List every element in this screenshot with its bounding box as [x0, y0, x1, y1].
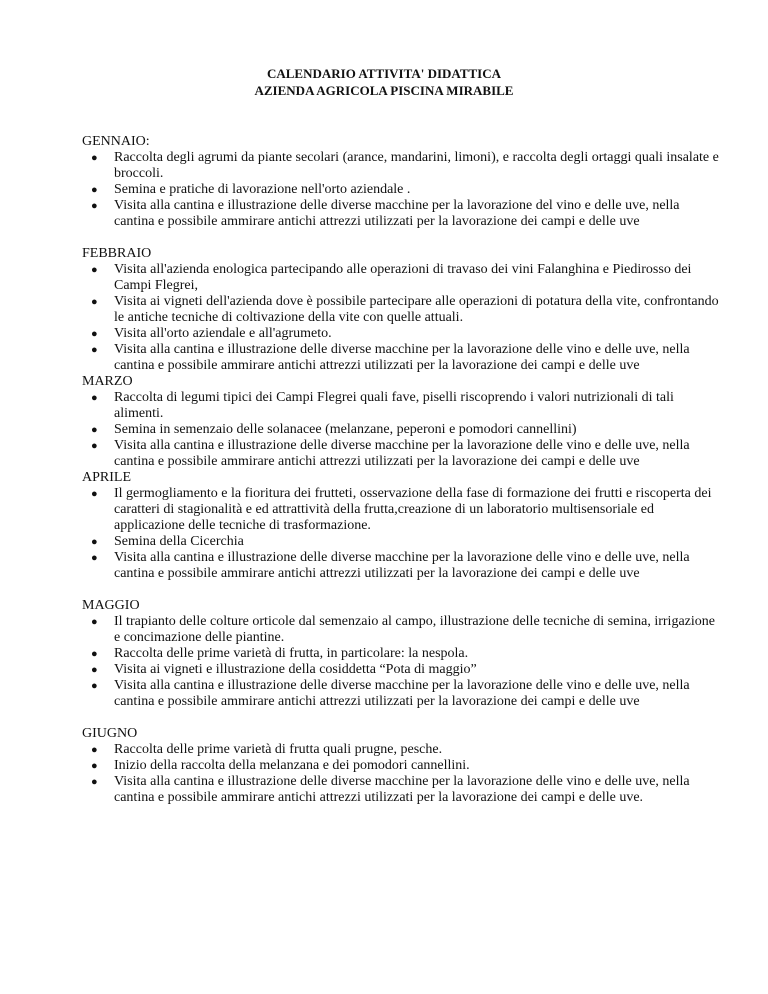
bullet-icon: ●: [91, 616, 98, 628]
bullet-icon: ●: [91, 744, 98, 756]
month-label: GENNAIO:: [82, 134, 150, 149]
month-marzo: [82, 374, 722, 470]
month-label: MAGGIO: [82, 598, 140, 613]
list-item: ● Visita ai vigneti e illustrazione della cosiddetta “Pota di maggio”: [91, 662, 477, 677]
month-aprile: [82, 470, 722, 582]
bullet-icon: ●: [91, 344, 98, 356]
month-label: APRILE: [82, 470, 131, 485]
month-label: MARZO: [82, 374, 133, 389]
list-item: ● Semina della Cicerchia: [91, 534, 244, 549]
list-item: ● Visita alla cantina e illustrazione delle diverse macchine per la lavorazione delle vino e delle uve, nella cantina e possibile ammirare antichi attrezzi utilizzati per la lavorazione dei campi e delle uve.: [91, 774, 690, 805]
bullet-icon: ●: [91, 760, 98, 772]
list-item: ● Inizio della raccolta della melanzana e dei pomodori cannellini.: [91, 758, 470, 773]
bullet-icon: ●: [91, 184, 98, 196]
list-item: ● Visita alla cantina e illustrazione delle diverse macchine per la lavorazione delle vino e delle uve, nella cantina e possibile ammirare antichi attrezzi utilizzati per la lavorazione dei campi e delle uve: [91, 438, 690, 469]
month-gennaio: [82, 134, 722, 230]
list-item: ● Visita all'azienda enologica partecipando alle operazioni di travaso dei vini Falanghina e Piedirosso dei Campi Flegrei,: [91, 262, 692, 293]
bullet-icon: ●: [91, 648, 98, 660]
list-item: ● Raccolta delle prime varietà di frutta, in particolare: la nespola.: [91, 646, 469, 661]
month-label: FEBBRAIO: [82, 246, 152, 261]
list-item: ● Visita alla cantina e illustrazione delle diverse macchine per la lavorazione delle vino e delle uve, nella cantina e possibile ammirare antichi attrezzi utilizzati per la lavorazione dei campi e delle uve: [91, 678, 690, 709]
bullet-icon: ●: [91, 392, 98, 404]
bullet-icon: ●: [91, 264, 98, 276]
month-label: GIUGNO: [82, 726, 138, 741]
list-item: ● Il trapianto delle colture orticole dal semenzaio al campo, illustrazione delle tecniche di semina, irrigazione e concimazione delle piantine.: [91, 614, 715, 645]
activity-list: [82, 742, 722, 806]
bullet-icon: ●: [91, 200, 98, 212]
list-item: ● Il germogliamento e la fioritura dei frutteti, osservazione della fase di formazione dei frutti e riscoperta dei caratteri di stagionalità e ed attrattività della frutta,creazione di un laboratorio multisensoriale ed applicazione delle tecniche di trasformazione.: [91, 486, 712, 533]
bullet-icon: ●: [91, 328, 98, 340]
list-item: ● Raccolta degli agrumi da piante secolari (arance, mandarini, limoni), e raccolta degli ortaggi quali insalate e broccoli.: [91, 150, 719, 181]
list-item: ● Semina e pratiche di lavorazione nell'orto aziendale .: [91, 182, 411, 197]
bullet-icon: ●: [91, 536, 98, 548]
month-maggio: [82, 598, 722, 710]
bullet-icon: ●: [91, 152, 98, 164]
bullet-icon: ●: [91, 552, 98, 564]
document-title: [0, 65, 768, 99]
bullet-icon: ●: [91, 664, 98, 676]
bullet-icon: ●: [91, 776, 98, 788]
list-item: ● Raccolta delle prime varietà di frutta quali prugne, pesche.: [91, 742, 443, 757]
title-line-2: AZIENDA AGRICOLA PISCINA MIRABILE: [254, 83, 514, 98]
list-item: ● Visita alla cantina e illustrazione delle diverse macchine per la lavorazione delle vino e delle uve, nella cantina e possibile ammirare antichi attrezzi utilizzati per la lavorazione dei campi e delle uve: [91, 550, 690, 581]
activity-list: [82, 390, 722, 470]
bullet-icon: ●: [91, 296, 98, 308]
bullet-icon: ●: [91, 440, 98, 452]
bullet-icon: ●: [91, 680, 98, 692]
list-item: ● Semina in semenzaio delle solanacee (melanzane, peperoni e pomodori cannellini): [91, 422, 577, 437]
calendar-content: [82, 134, 722, 806]
list-item: ● Visita alla cantina e illustrazione delle diverse macchine per la lavorazione delle vino e delle uve, nella cantina e possibile ammirare antichi attrezzi utilizzati per la lavorazione dei campi e delle uve: [91, 342, 690, 373]
list-item: ● Visita alla cantina e illustrazione delle diverse macchine per la lavorazione del vino e delle uve, nella cantina e possibile ammirare antichi attrezzi utilizzati per la lavorazione dei campi e delle uve: [91, 198, 680, 229]
bullet-icon: ●: [91, 488, 98, 500]
bullet-icon: ●: [91, 424, 98, 436]
activity-list: [82, 486, 722, 582]
month-giugno: [82, 726, 722, 806]
title-line-1: CALENDARIO ATTIVITA' DIDATTICA: [266, 66, 502, 81]
list-item: ● Visita all'orto aziendale e all'agrumeto.: [91, 326, 332, 341]
list-item: ● Raccolta di legumi tipici dei Campi Flegrei quali fave, piselli riscoprendo i valori nutrizionali di tali alimenti.: [91, 390, 674, 421]
activity-list: [82, 150, 722, 230]
month-febbraio: [82, 246, 722, 374]
activity-list: [82, 614, 722, 710]
activity-list: [82, 262, 722, 374]
list-item: ● Visita ai vigneti dell'azienda dove è possibile partecipare alle operazioni di potatura della vite, confrontando le antiche tecniche di coltivazione della vite con quelle attuali.: [91, 294, 719, 325]
